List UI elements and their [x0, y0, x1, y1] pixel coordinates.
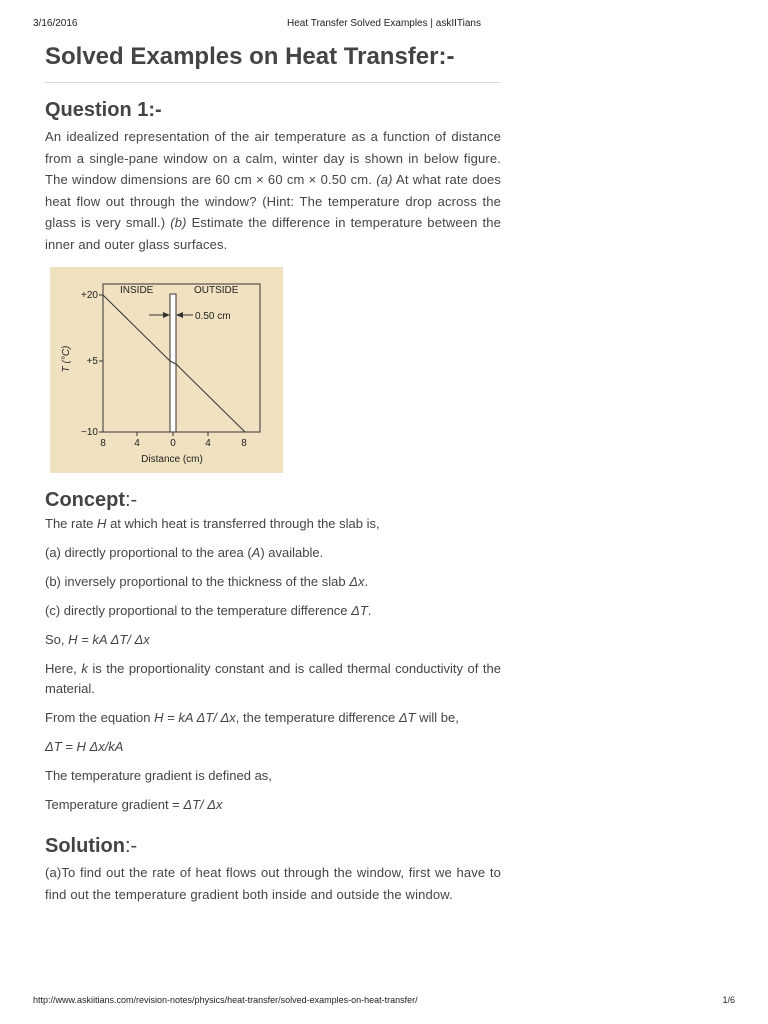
concept-gradient-formula: Temperature gradient = ΔT/ Δx — [45, 797, 223, 812]
concept-formula: So, H = kA ΔT/ Δx — [45, 632, 150, 647]
question-text: An idealized representation of the air temperature as a function of distance from a single-pane window on a calm, winter day is shown in below figure. The window dimensions are 60 cm × 60 cm × 0.50 cm. (a) At what rate does heat flow out through the window? (Hint: The temperature drop across the glass is very small.) (b) Estimate the difference in temperature between the inner and outer glass surfaces. — [45, 129, 502, 252]
y-axis-label: T (°C) — [61, 345, 72, 373]
thickness-label: 0.50 cm — [195, 311, 231, 322]
header-date: 3/16/2016 — [33, 18, 78, 29]
footer-page-number: 1/6 — [722, 995, 735, 1005]
temperature-diagram — [50, 267, 283, 473]
footer-url: http://www.askiitians.com/revision-notes/physics/heat-transfer/solved-examples-on-heat-transfer/ — [33, 995, 418, 1005]
concept-intro: The rate H at which heat is transferred through the slab is, — [45, 516, 380, 531]
concept-gradient-definition: The temperature gradient is defined as, — [45, 768, 272, 783]
x-axis-label: Distance (cm) — [141, 454, 203, 465]
temperature-figure — [50, 267, 283, 473]
inside-temperature-line — [103, 295, 170, 361]
x-tick-8-right: 8 — [241, 438, 247, 449]
concept-heading: Concept:- — [45, 489, 138, 511]
article — [45, 40, 501, 905]
x-tick-8-left: 8 — [100, 438, 106, 449]
inside-label: INSIDE — [120, 285, 154, 296]
concept-thermal-conductivity: Here, k is the proportionality constant and is called thermal conductivity of the material. — [45, 661, 501, 696]
y-tick-5: +5 — [86, 356, 98, 367]
outside-temperature-line — [176, 364, 245, 432]
plot-frame — [103, 284, 260, 432]
x-tick-4-left: 4 — [134, 438, 140, 449]
question-heading: Question 1:- — [45, 99, 162, 121]
thickness-arrowhead-left — [163, 312, 170, 318]
concept-temperature-difference: From the equation H = kA ΔT/ Δx, the temperature difference ΔT will be, — [45, 710, 459, 725]
y-tick-minus10: −10 — [81, 427, 98, 438]
header-title: Heat Transfer Solved Examples | askIITians — [287, 18, 481, 29]
concept-point-c: (c) directly proportional to the temperature difference ΔT. — [45, 603, 372, 618]
concept-point-b: (b) inversely proportional to the thickness of the slab Δx. — [45, 574, 369, 589]
concept-point-a: (a) directly proportional to the area (A) available. — [45, 545, 324, 560]
outside-label: OUTSIDE — [194, 285, 239, 296]
solution-text: (a)To find out the rate of heat flows out through the window, first we have to find out the temperature gradient both inside and outside the window. — [45, 865, 501, 902]
thickness-arrowhead-right — [176, 312, 183, 318]
page-title: Solved Examples on Heat Transfer:- — [45, 40, 501, 83]
solution-heading: Solution:- — [45, 835, 138, 857]
concept-dt-formula: ΔT = H Δx/kA — [45, 739, 124, 754]
x-tick-0: 0 — [170, 438, 176, 449]
y-tick-20: +20 — [81, 290, 98, 301]
x-tick-4-right: 4 — [205, 438, 211, 449]
